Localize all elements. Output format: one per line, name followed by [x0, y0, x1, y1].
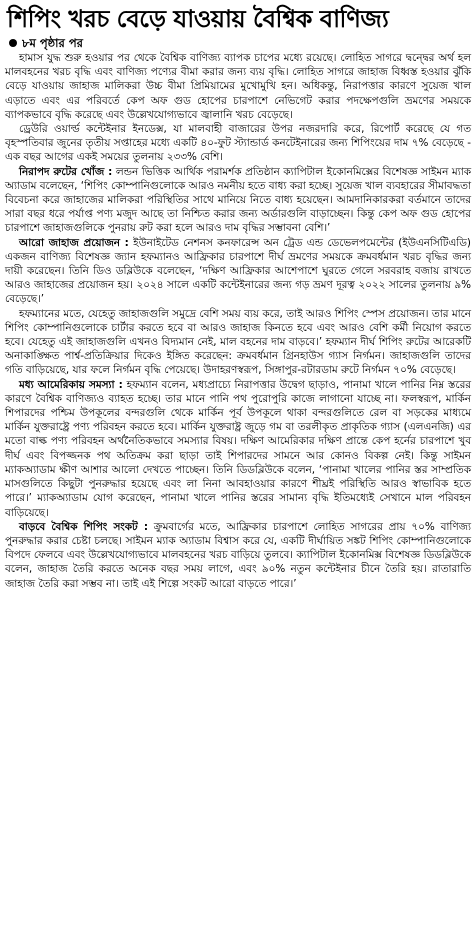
section-more-ships — [5, 236, 471, 307]
continued-from-label: ৮ম পৃষ্ঠার পর — [22, 36, 83, 50]
section-shipping-crisis-body: ক্রুমবার্গের মতে, আফ্রিকার চারপাশে লোহিত সাগরের প্রায় ৭০% বাণিজ্য পুনরুদ্ধার করার চেষ্টা চলছে। সাইমন ম্যাক অ্যাডাম বিশ্বাস করে যে, একটি দীর্ঘায়িত সঙ্কট শিপিং কোম্পানিগুলোকে বিপদে ফেলবে এবং উল্লেখযোগ্যভাবে মালবহনের খরচ বাড়িয়ে তুলবে। ক্যাপিটাল ইকোনমিক্স বিশেষজ্ঞ ডিডব্লিউকে বলেন, জাহাজ তৈরি করতে অনেক বছর সময় লাগে, এবং ৯০% নতুন কন্টেইনার চীনে তৈরি হয়। রাতারাতি জাহাজ তৈরি করা সম্ভব না। তাই এই শিল্পে সংকট আরো বাড়তে পারে।’ — [5, 520, 471, 590]
paragraph-3: হফম্যানের মতে, যেহেতু জাহাজগুলি সমুদ্রে বেশি সময় ব্যয় করে, তাই আরও শিপিং স্পেস প্রয়োজন। তার মানে শিপিং কোম্পানিগুলোকে চার্টার করতে হবে বা আরও জাহাজ কিনতে হবে এবং আরও বেশি কর্মী নিয়োগ করতে হবে। যেহেতু এই জাহাজগুলি এখনও বিদ্যমান নেই, মাল বহনের দাম বাড়বে।’ হফম্যান দীর্ঘ শিপিং রুটের আরেকটি অনাকাঙ্ক্ষিত পার্শ্ব-প্রতিক্রিয়ার দিকেও ইঙ্গিত করেছেন: ক্রমবর্ধমান গ্রিনহাউস গ্যাস নির্গমন। জাহাজগুলি তাদের গতি বাড়িয়েছে, যার ফলে নির্গমন বৃদ্ধি পেয়েছে। উদাহরণস্বরূপ, সিঙ্গাপুর-রটারডাম রুটে নির্গমন ৭০% বেড়েছে। — [5, 307, 471, 377]
section-shipping-crisis — [5, 520, 471, 591]
section-safe-route — [5, 165, 471, 236]
subheading-shipping-crisis: বাড়বে বৈশ্বিক শিপিং সংকট : — [19, 520, 149, 533]
section-safe-route-body: লন্ডন ভিত্তিক আর্থিক পরামর্শক প্রতিষ্ঠান ক্যাপিটাল ইকোনমিক্সের বিশেষজ্ঞ সাইমন ম্যাক অ্যাডাম বলেছেন, ‘শিপিং কোম্পানিগুলোকে আরও নমনীয় হতে বাধ্য করা হচ্ছে। সুয়েজ খাল ব্যবহারের সীমাবদ্ধতা বিবেচনা করে জাহাজের মালিকরা পরিস্থিতির সাথে মানিয়ে নিতে বাধ্য হয়েছেন। আমদানিকারকরা বর্তমানে তাদের সারা বছর ধরে পর্যাপ্ত পণ্য মজুদ আছে তা নিশ্চিত করার জন্য অর্ডারগুলি বাড়াচ্ছেন। কিন্তু কেপ অফ গুড হোপের চারপাশে জাহাজগুলিকে পুনরায় রুট করা হলে আরও দাম বৃদ্ধির সম্ভাবনা বেশি।’ — [5, 165, 471, 235]
section-central-america-body: হফম্যান বলেন, মধ্যপ্রাচ্যে নিরাপত্তার উদ্বেগ ছাড়াও, পানামা খালে পানির নিম্ন স্তরের কারণে বৈশ্বিক বাণিজ্যও ব্যাহত হচ্ছে। তার মানে পানি পথ পুরোপুরি কাজে লাগানো যাচ্ছে না। ফলস্বরূপ, মার্কিন শিপারদের পশ্চিম উপকূলের বন্দরগুলি থেকে মার্কিন পূর্ব উপকূলে থাকা বন্দরগুলিতে রেল বা সড়কের মাধ্যমে মার্কিন যুক্তরাষ্ট্রে পণ্য পরিবহন করতে হবে। মার্কিন যুক্তরাষ্ট্র জুড়ে গম বা তরলীকৃত প্রাকৃতিক গ্যাস (এলএনজি) এর মতো বাল্ক পণ্য পরিবহন অর্থনৈতিকভাবে সমস্যার বিষয়। দক্ষিণ আমেরিকার দক্ষিণ প্রান্তে কেপ হর্নের চারপাশে খুব দীর্ঘ এবং বিপজ্জনক পথ অতিক্রম করা ছাড়া তাই শিপারদের সামনে আর কোনও বিকল্প নেই। কিন্তু সাইমন ম্যাকঅ্যাডাম ক্ষীণ আশার আলো দেখতে পাচ্ছেন। তিনি ডিডব্লিউকে বলেন, ‘পানামা খালের পানির স্তর সাম্প্রতিক মাসগুলিতে কিছুটা পুনরুদ্ধার হয়েছে এবং লা নিনা আবহাওয়ার কারণে শীঘ্রই পরিস্থিতি আরও স্বাভাবিক হতে পারে।’ ম্যাকঅ্যাডাম যোগ করেছেন, পানামা খালে পানির স্তরের সামান্য বৃদ্ধি ইতিমধ্যেই সেখানে মাল পরিবহন বাড়িয়েছে। — [5, 378, 472, 519]
paragraph-2: ড্রেউরি ওয়ার্ল্ড কন্টেইনার ইনডেক্স, যা মালবাহী বাজারের উপর নজরদারি করে, রিপোর্ট করেছে যে গত বৃহস্পতিবার জুনের তৃতীয় সপ্তাহের মধ্যে একটি ৪০-ফুট স্ট্যান্ডার্ড কনটেইনারের জন্য শিপিংয়ের দাম ৭% বেড়েছে - এক বছর আগের একই সময়ের তুলনায় ২৩৩% বেশি। — [5, 123, 471, 164]
paragraph-1: হামাস যুদ্ধ শুরু হওয়ার পর থেকে বৈশ্বিক বাণিজ্য ব্যাপক চাপের মধ্যে রয়েছে। লোহিত সাগরে দ্বন্দ্বের অর্থ হল মালবহনের খরচ বৃদ্ধি এবং বাণিজ্য পণ্যের বীমা করার জন্য ব্যয় বৃদ্ধি। লোহিত সাগরে জাহাজ বিধ্বস্ত হওয়ার ঝুঁকি বেড়ে যাওয়ায় জাহাজ মালিকরা উচ্চ বীমা প্রিমিয়ামের মুখোমুখি হন। অধিকন্তু, নিরাপত্তার কারণে সুয়েজ খাল এড়াতে এবং এর পরিবর্তে কেপ অফ গুড হোপের চারপাশে নেভিগেট করার পদক্ষেপগুলি ভ্রমণের সময়কে ব্যাপকভাবে বৃদ্ধি করেছে এবং উল্লেখযোগ্যভাবে জ্বালানি খরচ বেড়েছে। — [5, 52, 471, 121]
section-central-america — [5, 378, 471, 520]
subheading-more-ships: আরো জাহাজ প্রয়োজন : — [19, 236, 129, 249]
subheading-safe-route: নিরাপদ রুটের খোঁজ : — [19, 165, 113, 178]
continued-from-marker — [9, 36, 471, 50]
section-more-ships-body: ইউনাইটেড নেশনস কনফারেন্স অন ট্রেড এন্ড ডেভেলপমেন্টের (ইউএনসিটিএডি) একজন বাণিজ্য বিশেষজ্ঞ জ্যান হফম্যানও আফ্রিকার চারপাশে দীর্ঘ ভ্রমণের সময়কে ক্রমবর্ধমান খরচ বৃদ্ধির জন্য দায়ী করেছেন। তিনি ডিও ডব্লিউকে বলেছেন, ‘দক্ষিণ আফ্রিকার আশেপাশে ঘুরতে গেলে সরবরাহ বজায় রাখতে আরও জাহাজের প্রয়োজন হয়। ২০২৪ সালে একটি কন্টেইনারের জন্য গড় ভ্রমণ দূরত্ব ২০২২ সালের তুলনায় ৯% বেড়েছে।’ — [5, 236, 471, 306]
subheading-central-america: মধ্য আমেরিকায় সমস্যা : — [19, 378, 123, 391]
bullet-dot-icon — [9, 39, 17, 47]
article-headline: শিপিং খরচ বেড়ে যাওয়ায় বৈশ্বিক বাণিজ্য — [7, 5, 389, 33]
